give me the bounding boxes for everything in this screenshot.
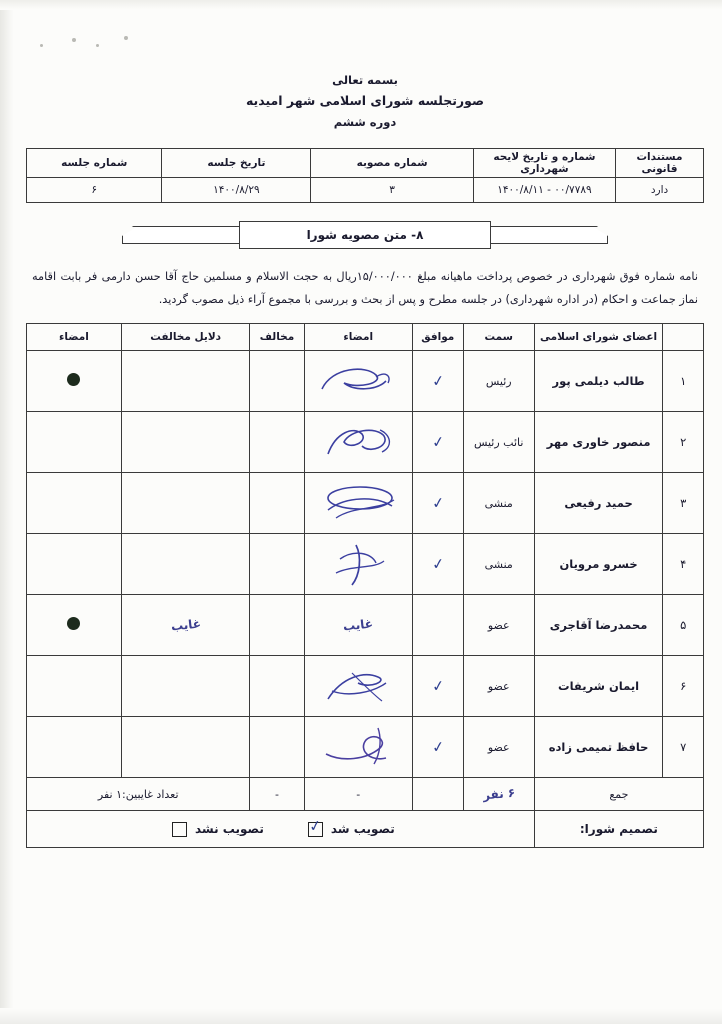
signature-cell	[304, 534, 412, 595]
signature-icon	[306, 480, 410, 526]
table-row	[27, 656, 704, 717]
member-role: عضو	[463, 717, 534, 778]
vote-header-row	[27, 324, 704, 351]
meta-value-cell: ۰۰/۷۷۸۹ - ۱۴۰۰/۸/۱۱	[473, 178, 615, 203]
member-role: منشی	[463, 473, 534, 534]
row-index: ۶	[663, 656, 704, 717]
vote-header-oppose: مخالف	[250, 324, 304, 351]
agree-count-handwritten: ۶ نفر	[482, 786, 516, 803]
agree-mark	[412, 717, 463, 778]
oppose-mark	[250, 717, 304, 778]
signature2-cell	[27, 473, 122, 534]
member-role: عضو	[463, 595, 534, 656]
member-role: نائب رئیس	[463, 412, 534, 473]
signature2-cell	[27, 717, 122, 778]
bismillah-line: بسمه تعالی	[332, 73, 398, 87]
member-name: خسرو مرویان	[534, 534, 663, 595]
summary-oppose-dash: -	[304, 778, 412, 811]
absent-note-handwritten: غایب	[342, 616, 374, 634]
council-period: دوره ششم	[333, 115, 397, 129]
signature-icon	[308, 724, 408, 770]
table-row	[27, 412, 704, 473]
signature2-cell	[27, 351, 122, 412]
scan-edge-left	[0, 0, 14, 1024]
meta-value-row	[27, 178, 704, 203]
table-row	[27, 595, 704, 656]
meta-table	[26, 148, 704, 203]
signature-icon	[308, 663, 408, 709]
oppose-reason	[121, 473, 250, 534]
document-content	[26, 70, 704, 848]
check-icon: ✓	[430, 371, 446, 392]
vote-header-reason: دلایل مخالفت	[121, 324, 250, 351]
agree-mark	[412, 351, 463, 412]
scan-speck	[96, 44, 99, 47]
summary-label: جمع	[534, 778, 703, 811]
member-name: طالب دیلمی پور	[534, 351, 663, 412]
member-name: حافظ تمیمی زاده	[534, 717, 663, 778]
signature-cell	[304, 473, 412, 534]
oppose-reason	[121, 534, 250, 595]
oppose-mark	[250, 656, 304, 717]
rejected-checkbox[interactable]	[172, 822, 187, 837]
member-name: منصور خاوری مهر	[534, 412, 663, 473]
row-index: ۳	[663, 473, 704, 534]
section-ribbon	[26, 217, 704, 259]
meta-value-cell: ۱۴۰۰/۸/۲۹	[162, 178, 311, 203]
stamp-dot-icon	[67, 617, 80, 630]
check-icon: ✓	[307, 815, 323, 836]
scan-edge-top	[0, 0, 722, 10]
stamp-dot-icon	[67, 373, 80, 386]
ribbon-notch-left-icon	[122, 220, 135, 236]
signature-icon	[310, 420, 406, 464]
scan-speck	[72, 38, 76, 42]
table-row	[27, 351, 704, 412]
meta-header-cell: مستندات قانونی	[616, 149, 704, 178]
row-index: ۱	[663, 351, 704, 412]
signature-cell	[304, 717, 412, 778]
signature-cell	[304, 412, 412, 473]
oppose-mark	[250, 473, 304, 534]
vote-header-role: سمت	[463, 324, 534, 351]
member-name: حمید رفیعی	[534, 473, 663, 534]
meta-value-cell: ۶	[27, 178, 162, 203]
table-row	[27, 473, 704, 534]
member-name: ایمان شریفات	[534, 656, 663, 717]
agree-mark	[412, 656, 463, 717]
oppose-mark	[250, 412, 304, 473]
meta-header-row	[27, 149, 704, 178]
summary-agree-count	[463, 778, 534, 811]
agree-mark	[412, 534, 463, 595]
signature2-cell	[27, 595, 122, 656]
table-row	[27, 534, 704, 595]
agree-mark	[412, 595, 463, 656]
signature2-cell	[27, 656, 122, 717]
signature-cell	[304, 595, 412, 656]
check-icon: ✓	[430, 676, 446, 697]
summary-absent-note: تعداد غایبین:۱ نفر	[27, 778, 250, 811]
meta-header-cell: شماره جلسه	[27, 149, 162, 178]
oppose-reason	[121, 656, 250, 717]
vote-header-member: اعضای شورای اسلامی	[534, 324, 663, 351]
signature-cell	[304, 351, 412, 412]
scan-edge-bottom	[0, 1008, 722, 1024]
meta-value-cell: ۳	[311, 178, 473, 203]
check-icon: ✓	[430, 554, 446, 575]
ribbon-tail-right	[488, 226, 608, 244]
decision-approved-label: تصویب شد	[330, 822, 395, 837]
member-role: عضو	[463, 656, 534, 717]
summary-row	[27, 778, 704, 811]
meta-value-cell: دارد	[616, 178, 704, 203]
oppose-reason	[121, 351, 250, 412]
signature2-cell	[27, 534, 122, 595]
scan-speck	[40, 44, 43, 47]
document-header	[26, 70, 704, 132]
oppose-reason	[121, 595, 250, 656]
member-name: محمدرضا آقاجری	[534, 595, 663, 656]
check-icon: ✓	[430, 737, 446, 758]
agree-mark	[412, 473, 463, 534]
resolution-body-text: نامه شماره فوق شهرداری در خصوص پرداخت ماهیانه مبلغ ۱۵/۰۰۰/۰۰۰ریال به حجت الاسلام و مسلمین حاج آقا حسن دارمی فر بابت اقامه نماز جماعت و احکام (در اداره شهرداری) در جلسه مطرح و پس از بحث و بررسی با مجموع آراء ذیل مصوب گردید.	[32, 270, 698, 307]
agree-mark	[412, 412, 463, 473]
row-index: ۵	[663, 595, 704, 656]
decision-rejected-option[interactable]	[166, 822, 264, 837]
check-icon: ✓	[430, 493, 446, 514]
vote-header-signature2: امضاء	[27, 324, 122, 351]
signature-icon	[310, 539, 406, 589]
table-row	[27, 717, 704, 778]
vote-header-agree: موافق	[412, 324, 463, 351]
scan-speck	[124, 36, 128, 40]
summary-reason-dash: -	[250, 778, 304, 811]
ribbon-notch-right-icon	[595, 220, 608, 236]
member-role: رئیس	[463, 351, 534, 412]
vote-table	[26, 323, 704, 848]
member-role: منشی	[463, 534, 534, 595]
check-icon: ✓	[430, 432, 446, 453]
signature-cell	[304, 656, 412, 717]
decision-approved-option[interactable]	[302, 815, 395, 837]
oppose-mark	[250, 351, 304, 412]
decision-label: تصمیم شورا:	[534, 811, 703, 848]
ribbon-tail-left	[122, 226, 242, 244]
meta-header-cell: شماره مصوبه	[311, 149, 473, 178]
signature2-cell	[27, 412, 122, 473]
vote-header-signature: امضاء	[304, 324, 412, 351]
row-index: ۲	[663, 412, 704, 473]
oppose-mark	[250, 534, 304, 595]
meta-header-cell: شماره و تاریخ لایحه شهرداری	[473, 149, 615, 178]
row-index: ۴	[663, 534, 704, 595]
oppose-reason	[121, 412, 250, 473]
approved-checkbox[interactable]	[307, 815, 323, 837]
row-index: ۷	[663, 717, 704, 778]
vote-header-index	[663, 324, 704, 351]
oppose-mark	[250, 595, 304, 656]
section-title: ۸- متن مصویه شورا	[239, 221, 491, 249]
decision-rejected-label: تصویب نشد	[194, 822, 264, 837]
oppose-reason	[121, 717, 250, 778]
signature-icon	[310, 361, 406, 401]
summary-signature-dash	[412, 778, 463, 811]
decision-options	[27, 811, 535, 848]
meta-header-cell: تاریخ جلسه	[162, 149, 311, 178]
absent-reason-handwritten: غایب	[170, 616, 202, 634]
page-title: صورتجلسه شورای اسلامی شهر امیدیه	[245, 93, 485, 109]
decision-row	[27, 811, 704, 848]
